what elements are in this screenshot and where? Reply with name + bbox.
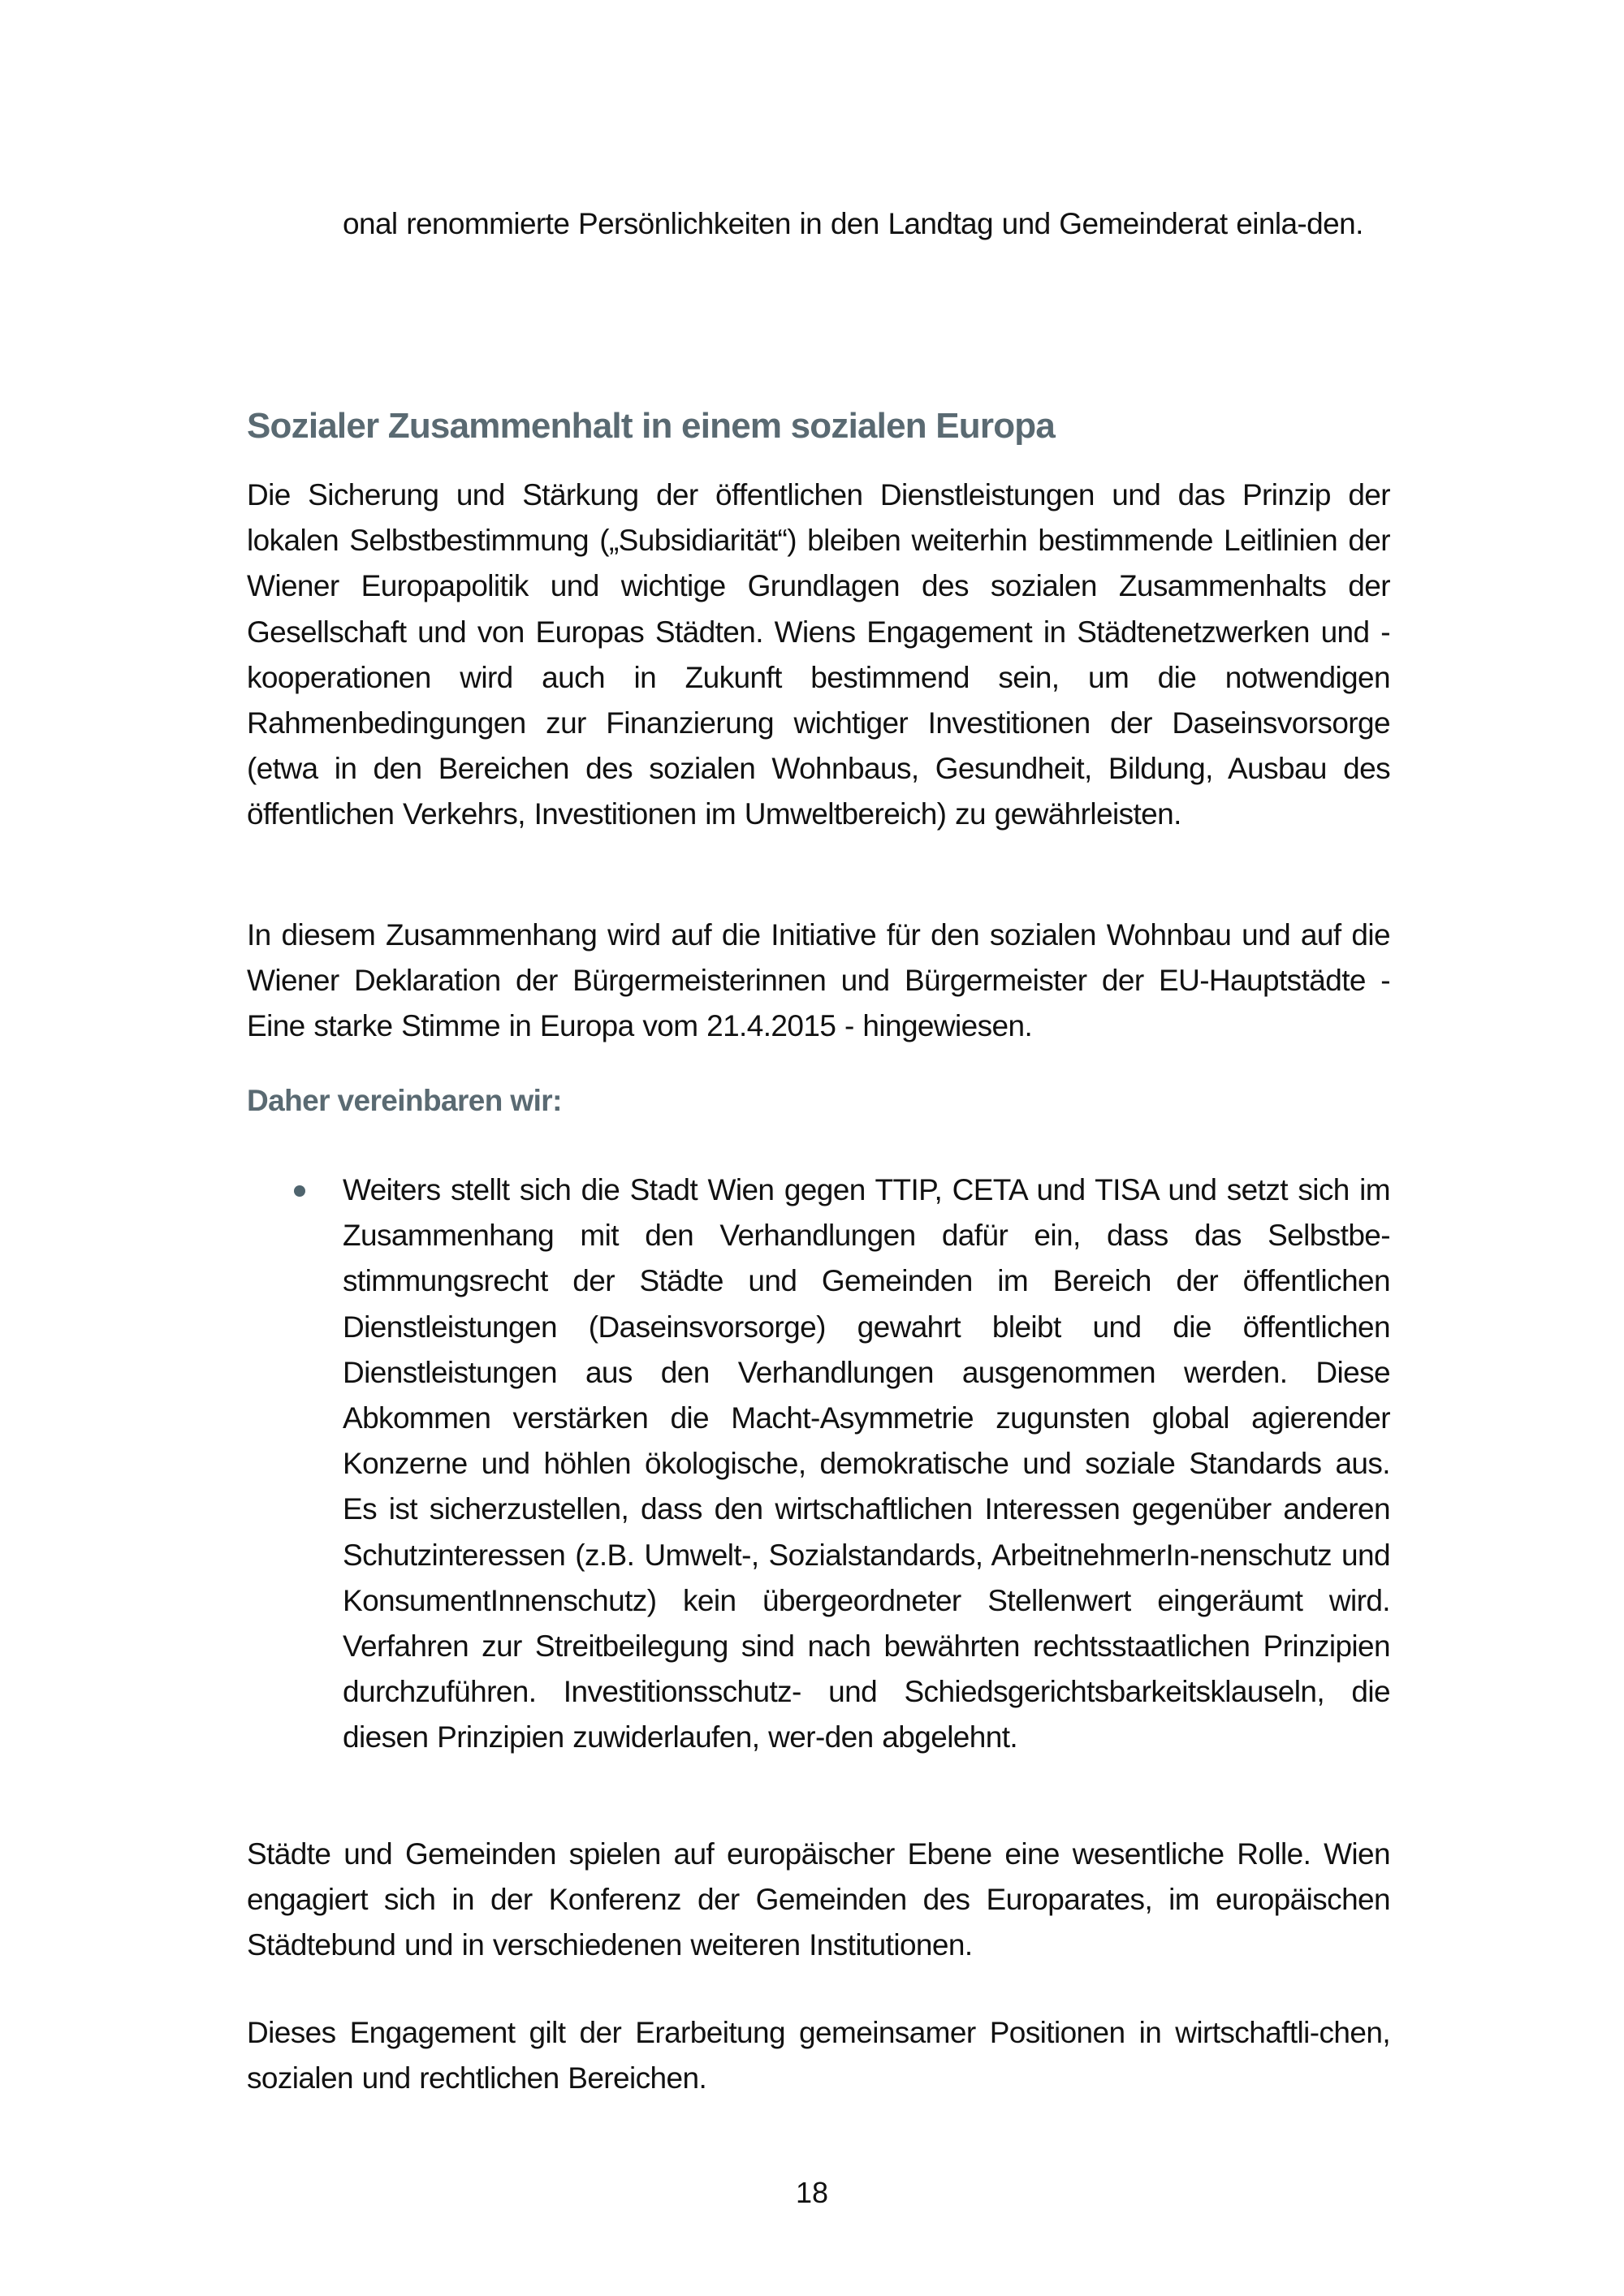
body-paragraph-2: In diesem Zusammenhang wird auf die Initiative für den sozialen Wohnbau und auf die Wiener Deklaration der Bürgermeisterinnen und Bürgermeister der EU-Hauptstädte - Eine starke Stimme in Europa vom 21.4.2015 - hingewiesen. <box>247 918 1390 1043</box>
bullet-icon <box>294 1185 305 1197</box>
body-paragraph-1: Die Sicherung und Stärkung der öffentlichen Dienstleistungen und das Prinzip der lokalen Selbstbestimmung („Subsidiarität“) bleiben weiterhin bestimmende Leitlinien der Wiener Europapolitik und wichtige Grundlagen des sozialen Zusammenhalts der Gesellschaft und von Europas Städten. Wiens Engagement in Städtenetzwerken und -kooperationen wird auch in Zukunft bestimmend sein, um die notwendigen Rahmenbedingungen zur Finanzierung wichtiger Investitionen der Daseinsvorsorge (etwa in den Bereichen des sozialen Wohnbaus, Gesundheit, Bildung, Ausbau des öffentlichen Verkehrs, Investitionen im Umweltbereich) zu gewährleisten. <box>247 478 1390 831</box>
closing-paragraph-2: Dieses Engagement gilt der Erarbeitung gemeinsamer Positionen in wirtschaftli-chen, sozialen und rechtlichen Bereichen. <box>247 2016 1390 2095</box>
section-heading: Sozialer Zusammenhalt in einem sozialen Europa <box>247 406 1056 446</box>
agreement-list <box>247 1167 1390 1761</box>
list-item <box>247 1167 1390 1761</box>
page-number: 18 <box>795 2176 829 2209</box>
continuation-paragraph: onal renommierte Persönlichkeiten in den Landtag und Gemeinderat einla-den. <box>343 207 1363 240</box>
list-item-text: Weiters stellt sich die Stadt Wien gegen TTIP, CETA und TISA und setzt sich im Zusammenhang mit den Verhandlungen dafür ein, dass das Selbstbe-stimmungsrecht der Städte und Gemeinden im Bereich der öffentlichen Dienstleistungen (Daseinsvorsorge) gewahrt bleibt und die öffentlichen Dienstleistungen aus den Verhandlungen ausgenommen werden. Diese Abkommen verstärken die Macht-Asymmetrie zugunsten global agierender Konzerne und höhlen ökologische, demokratische und soziale Standards aus. Es ist sicherzustellen, dass den wirtschaftlichen Interessen gegenüber anderen Schutzinteressen (z.B. Umwelt-, Sozialstandards, ArbeitnehmerIn-nenschutz und KonsumentInnenschutz) kein übergeordneter Stellenwert eingeräumt wird. Verfahren zur Streitbeilegung sind nach bewährten rechtsstaatlichen Prinzipien durchzuführen. Investitionsschutz- und Schiedsgerichtsbarkeitsklauseln, die diesen Prinzipien zuwiderlaufen, wer-den abgelehnt. <box>343 1173 1390 1754</box>
agreement-subheading: Daher vereinbaren wir: <box>247 1084 562 1117</box>
closing-paragraph-1: Städte und Gemeinden spielen auf europäischer Ebene eine wesentliche Rolle. Wien engagiert sich in der Konferenz der Gemeinden des Europarates, im europäischen Städtebund und in verschiedenen weiteren Institutionen. <box>247 1837 1390 1962</box>
